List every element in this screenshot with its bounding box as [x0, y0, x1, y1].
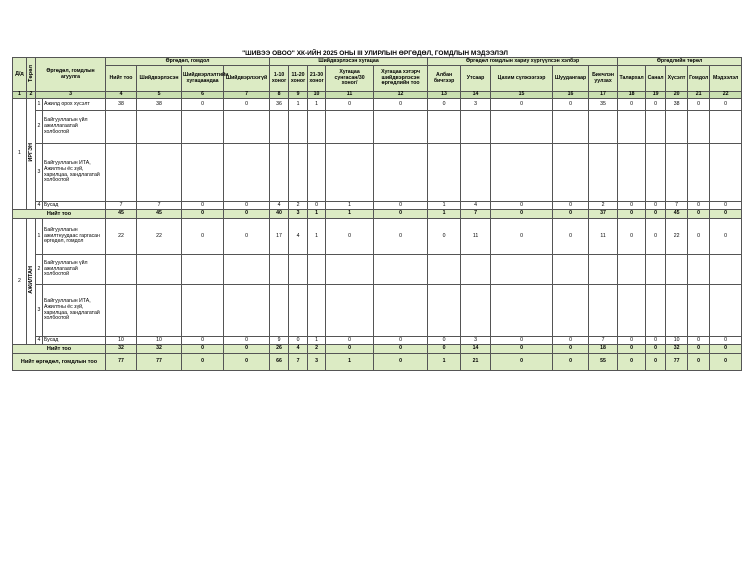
column-number: 1: [13, 92, 27, 99]
grand-total-value: 0: [553, 354, 589, 371]
row-label: Байгууллагын ажилтнуудаас гаргасан өргөдөл, гомдол: [43, 219, 106, 255]
column-number: 15: [491, 92, 553, 99]
column-header: Гомдол: [688, 66, 710, 92]
row-label: Байгууллагын ИТА, Ажилтны ёс зүй, харилцаа, хандлагатай холбоотой: [43, 144, 106, 202]
grand-total-value: 1: [428, 354, 461, 371]
column-number: 20: [666, 92, 688, 99]
column-number: 10: [308, 92, 326, 99]
grand-total-value: 0: [182, 354, 224, 371]
value-cell: [428, 144, 461, 202]
value-cell: 0: [374, 202, 428, 210]
value-cell: [308, 111, 326, 144]
value-cell: [326, 255, 374, 285]
value-cell: 0: [688, 219, 710, 255]
value-cell: [326, 285, 374, 337]
total-value: 0: [646, 210, 666, 219]
column-number: 7: [224, 92, 270, 99]
value-cell: 38: [666, 99, 688, 111]
total-value: 0: [491, 345, 553, 354]
total-value: 32: [106, 345, 137, 354]
grand-total-value: 77: [106, 354, 137, 371]
value-cell: [374, 111, 428, 144]
value-cell: [106, 111, 137, 144]
value-cell: [491, 111, 553, 144]
value-cell: 10: [137, 337, 182, 345]
value-cell: [106, 255, 137, 285]
grand-total-value: 0: [710, 354, 742, 371]
column-number: 12: [374, 92, 428, 99]
value-cell: [270, 111, 289, 144]
column-number: 22: [710, 92, 742, 99]
header-group-orgodol: Өргөдөл, гомдол: [106, 58, 270, 66]
table-row: [13, 285, 742, 337]
value-cell: [666, 285, 688, 337]
column-header: 11-20 хоног: [289, 66, 308, 92]
total-value: 45: [137, 210, 182, 219]
column-number: 6: [182, 92, 224, 99]
total-value: 0: [646, 345, 666, 354]
value-cell: [710, 285, 742, 337]
group-type: [27, 99, 36, 210]
grand-total-value: 0: [224, 354, 270, 371]
grand-total-value: 1: [326, 354, 374, 371]
value-cell: [553, 255, 589, 285]
group-type: [27, 219, 36, 345]
value-cell: 1: [326, 202, 374, 210]
value-cell: 0: [428, 337, 461, 345]
value-cell: 0: [326, 337, 374, 345]
value-cell: [618, 285, 646, 337]
value-cell: [137, 285, 182, 337]
value-cell: 4: [270, 202, 289, 210]
value-cell: 0: [326, 99, 374, 111]
value-cell: [182, 144, 224, 202]
column-number: 16: [553, 92, 589, 99]
table-row: [13, 111, 742, 144]
value-cell: [182, 255, 224, 285]
value-cell: [710, 255, 742, 285]
value-cell: 0: [491, 202, 553, 210]
header-torol: Төрөл: [27, 58, 36, 92]
total-value: 0: [182, 345, 224, 354]
grand-total-value: 0: [646, 354, 666, 371]
value-cell: 0: [553, 337, 589, 345]
row-label: Байгууллагын үйл ажиллагаатай холбоотой: [43, 111, 106, 144]
value-cell: 35: [589, 99, 618, 111]
value-cell: 0: [491, 219, 553, 255]
value-cell: 0: [182, 337, 224, 345]
total-value: 1: [326, 210, 374, 219]
value-cell: [289, 285, 308, 337]
table-row: [13, 99, 742, 111]
row-number: 2: [36, 255, 43, 285]
column-number: 14: [461, 92, 491, 99]
value-cell: [289, 111, 308, 144]
column-number: 21: [688, 92, 710, 99]
value-cell: [224, 144, 270, 202]
value-cell: 0: [374, 219, 428, 255]
value-cell: 3: [461, 337, 491, 345]
grand-total-value: 0: [491, 354, 553, 371]
group-type-label: АЖИЛТАН: [28, 266, 34, 294]
column-number: 18: [618, 92, 646, 99]
value-cell: 0: [182, 219, 224, 255]
value-cell: [646, 111, 666, 144]
value-cell: 1: [308, 219, 326, 255]
total-value: 0: [710, 345, 742, 354]
value-cell: 0: [182, 99, 224, 111]
grand-total-value: 0: [688, 354, 710, 371]
value-cell: 0: [646, 99, 666, 111]
column-number: 4: [106, 92, 137, 99]
total-value: 0: [618, 345, 646, 354]
report-title: "ШИВЭЭ ОВОО" ХК-ИЙН 2025 ОНЫ III УЛИРЛЫН ӨРГӨДӨЛ, ГОМДЛЫН МЭДЭЭЛЭЛ: [242, 50, 508, 57]
value-cell: 0: [553, 202, 589, 210]
total-value: 1: [308, 210, 326, 219]
value-cell: 1: [308, 337, 326, 345]
value-cell: [428, 255, 461, 285]
value-cell: [491, 285, 553, 337]
grand-total-row: [13, 354, 742, 371]
value-cell: 0: [326, 219, 374, 255]
value-cell: 0: [710, 219, 742, 255]
column-header: Санал: [646, 66, 666, 92]
value-cell: [491, 144, 553, 202]
column-number: 19: [646, 92, 666, 99]
value-cell: 4: [461, 202, 491, 210]
group-type-label: ИРГЭН: [28, 143, 34, 162]
value-cell: [646, 285, 666, 337]
total-value: 0: [710, 210, 742, 219]
value-cell: 38: [106, 99, 137, 111]
value-cell: [106, 285, 137, 337]
column-number: 11: [326, 92, 374, 99]
value-cell: [270, 144, 289, 202]
value-cell: 7: [137, 202, 182, 210]
column-header: Албан бичгээр: [428, 66, 461, 92]
value-cell: 4: [289, 219, 308, 255]
value-cell: 0: [710, 202, 742, 210]
value-cell: 0: [688, 202, 710, 210]
row-number: 3: [36, 285, 43, 337]
total-label: Нийт тоо: [13, 345, 106, 354]
value-cell: [666, 255, 688, 285]
value-cell: 0: [710, 99, 742, 111]
value-cell: 0: [374, 337, 428, 345]
value-cell: 22: [666, 219, 688, 255]
value-cell: [688, 144, 710, 202]
value-cell: [308, 144, 326, 202]
column-number: 8: [270, 92, 289, 99]
column-header: Хугацаа сунгасан/30 хоног/: [326, 66, 374, 92]
value-cell: [666, 111, 688, 144]
total-value: 7: [461, 210, 491, 219]
value-cell: 0: [224, 99, 270, 111]
value-cell: [289, 255, 308, 285]
column-header: 21-30 хоног: [308, 66, 326, 92]
total-value: 2: [308, 345, 326, 354]
value-cell: 7: [106, 202, 137, 210]
value-cell: 0: [553, 219, 589, 255]
value-cell: 11: [461, 219, 491, 255]
row-label: Байгууллагын ИТА, Ажилтны ёс зүй, харилцаа, хандлагатай холбоотой: [43, 285, 106, 337]
table-row: [13, 219, 742, 255]
total-value: 0: [688, 210, 710, 219]
column-header: Цахим сүлжээгээр: [491, 66, 553, 92]
column-header: Утсаар: [461, 66, 491, 92]
grand-total-value: 0: [618, 354, 646, 371]
value-cell: 22: [137, 219, 182, 255]
value-cell: [589, 255, 618, 285]
value-cell: 0: [224, 337, 270, 345]
total-value: 0: [326, 345, 374, 354]
value-cell: 0: [618, 219, 646, 255]
total-value: 45: [106, 210, 137, 219]
report-table: [12, 57, 742, 371]
value-cell: [137, 144, 182, 202]
row-number: 4: [36, 337, 43, 345]
total-value: 14: [461, 345, 491, 354]
value-cell: 1: [308, 99, 326, 111]
value-cell: [589, 144, 618, 202]
value-cell: [428, 285, 461, 337]
value-cell: 2: [289, 202, 308, 210]
value-cell: 0: [428, 219, 461, 255]
total-value: 0: [224, 210, 270, 219]
value-cell: 22: [106, 219, 137, 255]
grand-total-value: 21: [461, 354, 491, 371]
grand-total-label: Нийт өргөдөл, гомдлын тоо: [13, 354, 106, 371]
total-label: Нийт тоо: [13, 210, 106, 219]
table-row: [13, 255, 742, 285]
value-cell: [646, 255, 666, 285]
header-group-hugatsaa: Шийдвэрлэсэн хугацаа: [270, 58, 428, 66]
value-cell: 10: [666, 337, 688, 345]
total-row: [13, 210, 742, 219]
value-cell: [666, 144, 688, 202]
total-value: 18: [589, 345, 618, 354]
value-cell: [688, 111, 710, 144]
value-cell: 0: [618, 337, 646, 345]
grand-total-value: 3: [308, 354, 326, 371]
grand-total-value: 77: [666, 354, 688, 371]
value-cell: [224, 255, 270, 285]
value-cell: [461, 255, 491, 285]
header-group-hariu: Өргөдөл гомдлын хариу хүргүүлсэн хэлбэр: [428, 58, 618, 66]
column-header: Биечлэн уулзах: [589, 66, 618, 92]
header-group-torol: Өргөдлийн төрөл: [618, 58, 742, 66]
total-value: 0: [491, 210, 553, 219]
total-value: 0: [618, 210, 646, 219]
value-cell: 0: [646, 219, 666, 255]
row-label: Бусад: [43, 337, 106, 345]
value-cell: [182, 285, 224, 337]
value-cell: 0: [618, 202, 646, 210]
value-cell: [461, 111, 491, 144]
value-cell: [618, 144, 646, 202]
value-cell: 0: [646, 202, 666, 210]
value-cell: [618, 255, 646, 285]
column-header: Хүсэлт: [666, 66, 688, 92]
row-number: 1: [36, 219, 43, 255]
value-cell: [461, 285, 491, 337]
value-cell: 0: [289, 337, 308, 345]
value-cell: 0: [428, 99, 461, 111]
total-value: 0: [553, 210, 589, 219]
row-label: Бусад: [43, 202, 106, 210]
value-cell: [553, 285, 589, 337]
row-number: 3: [36, 144, 43, 202]
total-value: 40: [270, 210, 289, 219]
group-index: 2: [13, 219, 27, 345]
column-number: 3: [36, 92, 106, 99]
value-cell: [137, 255, 182, 285]
column-header: Нийт тоо: [106, 66, 137, 92]
value-cell: [646, 144, 666, 202]
column-header: Шийдвэрлэсэн: [137, 66, 182, 92]
grand-total-value: 7: [289, 354, 308, 371]
value-cell: 0: [374, 99, 428, 111]
column-header: Мэдээлэл: [710, 66, 742, 92]
total-value: 1: [428, 210, 461, 219]
value-cell: [182, 111, 224, 144]
column-number: 2: [27, 92, 36, 99]
total-value: 45: [666, 210, 688, 219]
value-cell: [461, 144, 491, 202]
value-cell: 0: [646, 337, 666, 345]
column-header: Хугацаа хэтэрч шийдвэрлэсэн өргөдлийн тоо: [374, 66, 428, 92]
value-cell: 0: [710, 337, 742, 345]
value-cell: 0: [618, 99, 646, 111]
value-cell: [308, 255, 326, 285]
value-cell: 38: [137, 99, 182, 111]
total-value: 0: [182, 210, 224, 219]
value-cell: [270, 285, 289, 337]
value-cell: 36: [270, 99, 289, 111]
total-value: 0: [374, 345, 428, 354]
total-value: 0: [688, 345, 710, 354]
group-index: 1: [13, 99, 27, 210]
value-cell: 1: [428, 202, 461, 210]
row-label: Байгууллагын үйл ажиллагаатай холбоотой: [43, 255, 106, 285]
table-row: [13, 202, 742, 210]
value-cell: 7: [666, 202, 688, 210]
column-header: 1-10 хоног: [270, 66, 289, 92]
value-cell: [374, 285, 428, 337]
table-row: [13, 337, 742, 345]
value-cell: [106, 144, 137, 202]
value-cell: 0: [224, 202, 270, 210]
column-header: Шуудангаар: [553, 66, 589, 92]
table-row: [13, 144, 742, 202]
total-value: 0: [553, 345, 589, 354]
value-cell: [589, 285, 618, 337]
value-cell: [326, 111, 374, 144]
value-cell: [374, 144, 428, 202]
value-cell: [553, 144, 589, 202]
value-cell: 0: [182, 202, 224, 210]
value-cell: 0: [491, 99, 553, 111]
value-cell: [270, 255, 289, 285]
value-cell: 0: [308, 202, 326, 210]
value-cell: 10: [106, 337, 137, 345]
value-cell: [491, 255, 553, 285]
value-cell: [688, 285, 710, 337]
value-cell: [589, 111, 618, 144]
value-cell: [428, 111, 461, 144]
value-cell: 1: [289, 99, 308, 111]
column-number: 5: [137, 92, 182, 99]
total-value: 3: [289, 210, 308, 219]
grand-total-value: 77: [137, 354, 182, 371]
row-number: 2: [36, 111, 43, 144]
total-value: 4: [289, 345, 308, 354]
total-value: 0: [224, 345, 270, 354]
value-cell: [618, 111, 646, 144]
value-cell: [289, 144, 308, 202]
total-value: 37: [589, 210, 618, 219]
column-header: Талархал: [618, 66, 646, 92]
column-header: Шийдвэрлэлтийн хугацаандаа: [182, 66, 224, 92]
value-cell: 11: [589, 219, 618, 255]
row-number: 1: [36, 99, 43, 111]
value-cell: 2: [589, 202, 618, 210]
row-label: Ажилд орох хүсэлт: [43, 99, 106, 111]
value-cell: 0: [224, 219, 270, 255]
value-cell: [326, 144, 374, 202]
value-cell: 0: [688, 337, 710, 345]
value-cell: [308, 285, 326, 337]
header-dd: Д/д: [13, 58, 27, 92]
value-cell: [688, 255, 710, 285]
value-cell: [224, 285, 270, 337]
value-cell: [224, 111, 270, 144]
row-number: 4: [36, 202, 43, 210]
value-cell: 17: [270, 219, 289, 255]
total-value: 32: [666, 345, 688, 354]
column-number: 17: [589, 92, 618, 99]
total-value: 0: [374, 210, 428, 219]
value-cell: [710, 144, 742, 202]
value-cell: 3: [461, 99, 491, 111]
value-cell: 0: [553, 99, 589, 111]
value-cell: 9: [270, 337, 289, 345]
value-cell: [137, 111, 182, 144]
total-value: 0: [428, 345, 461, 354]
value-cell: 7: [589, 337, 618, 345]
value-cell: 0: [688, 99, 710, 111]
grand-total-value: 55: [589, 354, 618, 371]
total-value: 32: [137, 345, 182, 354]
grand-total-value: 0: [374, 354, 428, 371]
header-agualga: Өргөдөл, гомдлын агуулга: [36, 58, 106, 92]
value-cell: [710, 111, 742, 144]
column-header: Шийдвэрлээгүй: [224, 66, 270, 92]
column-number: 9: [289, 92, 308, 99]
total-value: 26: [270, 345, 289, 354]
value-cell: 0: [491, 337, 553, 345]
grand-total-value: 66: [270, 354, 289, 371]
column-number: 13: [428, 92, 461, 99]
total-row: [13, 345, 742, 354]
value-cell: [553, 111, 589, 144]
value-cell: [374, 255, 428, 285]
